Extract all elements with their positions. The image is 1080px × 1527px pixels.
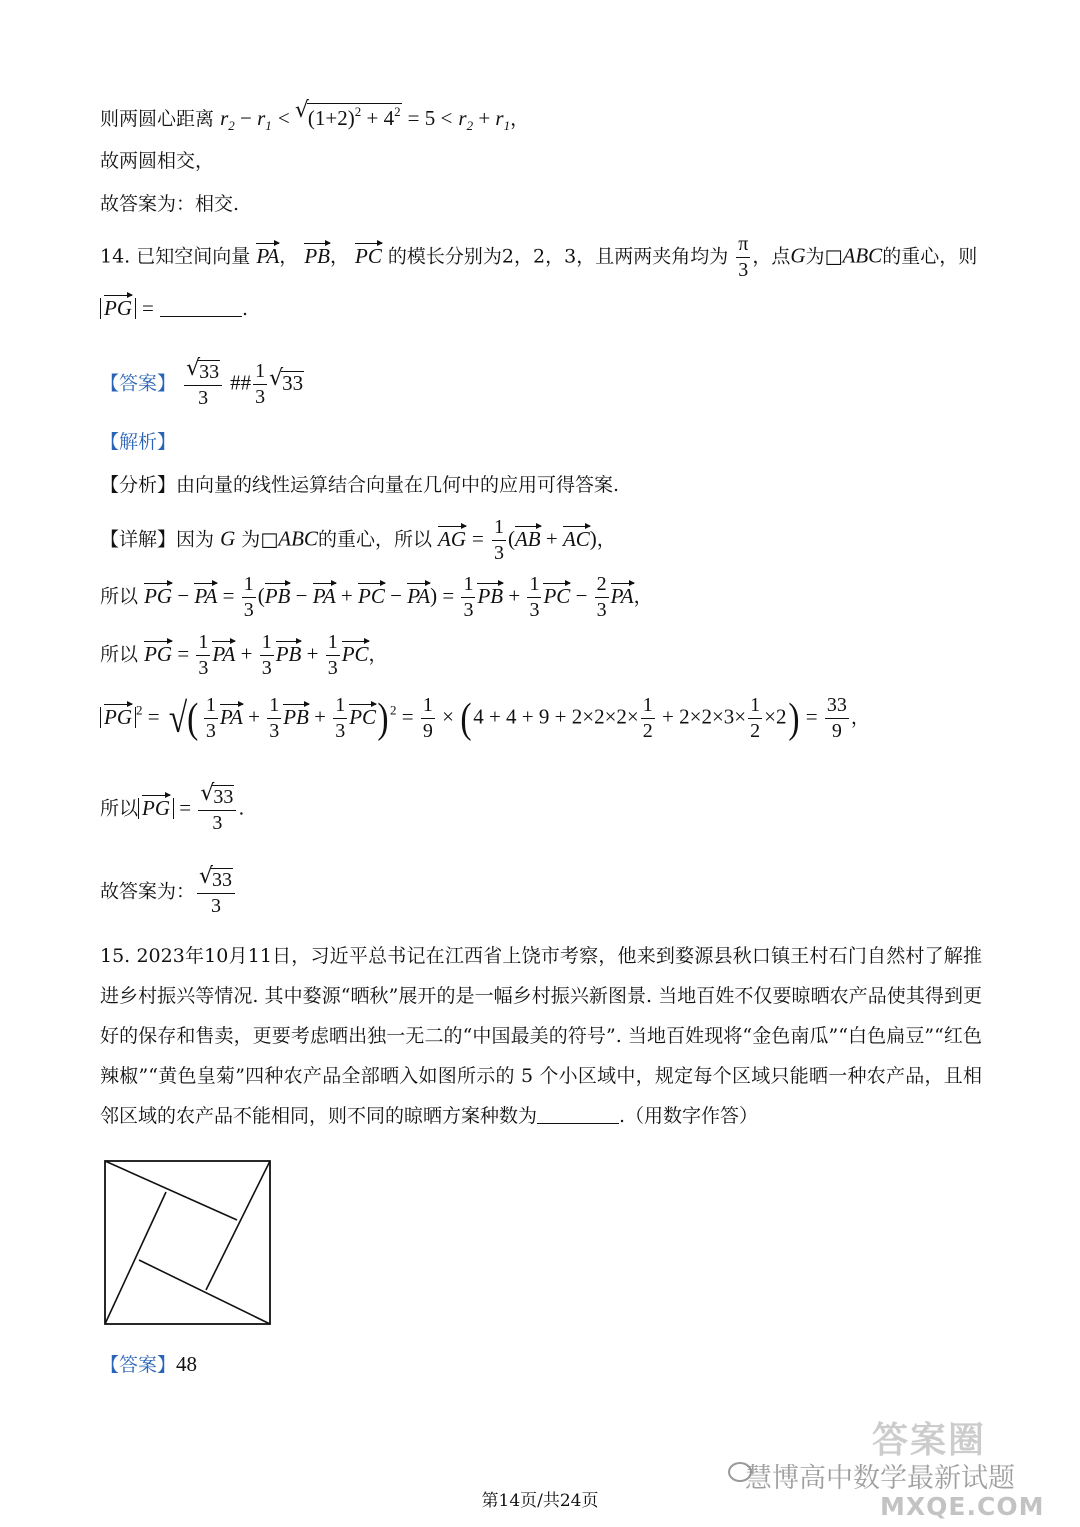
prev-line-2: 故两圆相交， xyxy=(100,150,215,172)
q15-stem: 15. 2023年10月11日，习近平总书记在江西省上饶市考察，他来到婺源县秋口镇王村石门自然村了解推进乡村振兴等情况. 其中婺源“晒秋”展开的是一幅乡村振兴新图景. 当地百姓不仅要晾晒农产品使其得到更好的保存和售卖，更要考虑晒出独一无二的“中国最美的符号”. 当地百姓现将“金色南瓜”“白色扁豆”“红色辣椒”“黄色皇菊”四种农产品全部晒入如图所示的 5 个小区域中，规定每个区域只能晒一种农产品，且相邻区域的农产品不能相同，则不同的晾晒方案种数为 .（用数字作答） xyxy=(100,945,982,1127)
prev-line-1: 则两圆心距离 $r_2 - r_1$ < √ $(1+2)^2 + 4^2 = 5 < r_2 + r_1$， xyxy=(100,98,530,133)
detail-line-2: 所以 PG − PA = $\frac{1}{3}$ (PB − PA + PC − PA) = $\frac{1}{3}$ PB + $\frac{1}{3}$ PC − $\frac{2}{3}$ PA， xyxy=(100,573,653,621)
analysis-tag: 【解析】 xyxy=(100,431,177,453)
answer-blank xyxy=(160,316,242,317)
page-footer: 第14页/共24页 xyxy=(481,1491,599,1511)
watermark-wechat: 慧博高中数学最新试题 xyxy=(745,1463,1015,1494)
detail-line-3: 所以 PG = $\frac{1}{3}$ PA + $\frac{1}{3}$ PB + $\frac{1}{3}$ PC， xyxy=(100,631,388,679)
detail-line-5: 所以 PG = √ 33 3 . xyxy=(100,781,245,834)
region-diagram xyxy=(104,1160,272,1326)
watermark-site: MXQE.COM xyxy=(880,1492,1045,1521)
q14-stem: 14. 已知空间向量 PA， PB， PC 的模长分别为2，2，3，且两两夹角均为 $\frac{\pi}{3}$ ，点G为□ABC的重心，则 xyxy=(100,233,978,281)
watermark-logo: 答案圈 xyxy=(872,1420,987,1461)
answer-blank xyxy=(537,1123,619,1124)
fenxi-line: 【分析】由向量的线性运算结合向量在几何中的应用可得答案. xyxy=(100,474,620,496)
detail-line-1: 【详解】因为 G 为□ABC的重心，所以 AG = $\frac{1}{3}$ (AB + AC)， xyxy=(100,516,616,564)
q15-answer: 【答案】48 xyxy=(100,1352,198,1376)
q14-answer: 【答案】 √ 33 3 ## $\frac{1}{3}$ √ 33 xyxy=(100,356,304,409)
prev-line-3: 故答案为：相交. xyxy=(100,193,240,215)
final-answer-line: 故答案为： √ 33 3 xyxy=(100,868,237,917)
q14-blank-line: PG = . xyxy=(100,298,248,319)
detail-line-4: PG $^2$ = √( $\frac{1}{3}$ PA + $\frac{1}{3}$ PB + $\frac{1}{3}$ PC)$^2$ = $\frac{1}{9}$ × (4 + 4 + 9 + 2×2×2× $\frac{1}{2}$ + 2×2×3× $\frac{1}{2}$ ×2) = $\frac{33}{9}$ ， xyxy=(100,695,870,742)
